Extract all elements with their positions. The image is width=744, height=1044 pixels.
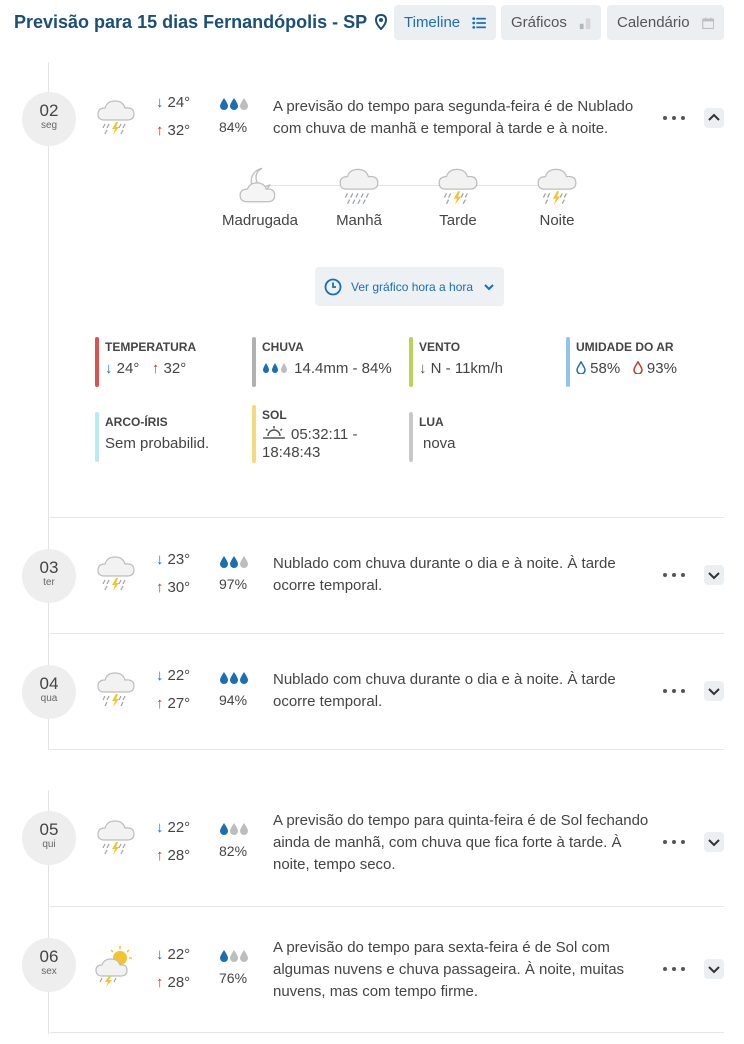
temp-min: ↓ 22° bbox=[156, 946, 191, 963]
location-pin-icon bbox=[375, 14, 387, 30]
stat-arcoiris: ARCO-ÍRIS Sem probabilid. bbox=[95, 412, 245, 462]
more-options-icon[interactable] bbox=[662, 838, 686, 846]
rain-drops-icon bbox=[219, 822, 249, 836]
rain-drops-icon bbox=[219, 949, 249, 963]
drop-filled-icon bbox=[230, 556, 238, 568]
cloud-rain-icon bbox=[336, 162, 382, 208]
calendar-icon bbox=[702, 15, 714, 31]
drop-empty-icon bbox=[240, 98, 248, 110]
rain-probability: 82% bbox=[219, 843, 248, 859]
drop-filled-icon bbox=[240, 672, 248, 684]
day-description: Nublado com chuva durante o dia e à noite. À tarde ocorre temporal. bbox=[273, 671, 616, 710]
expand-button[interactable] bbox=[704, 832, 724, 852]
drop-empty-icon bbox=[240, 556, 248, 568]
cloud-rain-storm-icon bbox=[94, 666, 138, 710]
collapse-button[interactable] bbox=[704, 108, 724, 128]
chevron-down-icon bbox=[704, 959, 724, 979]
bar-chart-icon bbox=[579, 15, 591, 31]
rain-probability: 94% bbox=[219, 692, 248, 708]
arrow-down-icon: ↓ bbox=[156, 946, 164, 963]
drop-low-icon bbox=[576, 361, 586, 374]
period-manha: Manhã bbox=[309, 162, 409, 229]
chevron-down-icon bbox=[704, 565, 724, 585]
drop-filled-icon bbox=[230, 98, 238, 110]
day-separator bbox=[50, 633, 724, 634]
chevron-up-icon bbox=[704, 108, 724, 128]
drop-filled-icon bbox=[220, 556, 228, 568]
arrow-down-icon: ↓ bbox=[156, 667, 164, 684]
cloud-rain-storm-icon bbox=[94, 550, 138, 594]
rain-drops-icon bbox=[219, 671, 249, 685]
cloud-storm-icon bbox=[435, 162, 481, 208]
tab-graficos[interactable]: Gráficos bbox=[501, 5, 601, 40]
timeline-line bbox=[48, 62, 49, 750]
moon-cloud-icon bbox=[237, 162, 283, 208]
expand-button[interactable] bbox=[704, 681, 724, 701]
day-description: A previsão do tempo para sexta-feira é de Sol com algumas nuvens e chuva passageira. À noite, muitas nuvens, mas com tempo firme. bbox=[273, 939, 625, 1000]
date-badge: 04 qua bbox=[22, 665, 76, 719]
drop-empty-icon bbox=[240, 950, 248, 962]
arrow-up-icon: ↑ bbox=[156, 122, 164, 139]
arrow-up-icon: ↑ bbox=[151, 360, 160, 377]
stat-vento: VENTO ↓ N - 11km/h bbox=[409, 337, 559, 387]
rain-drops-icon bbox=[219, 97, 249, 111]
day-description: A previsão do tempo para segunda-feira é de Nublado com chuva de manhã e temporal à tarde e à noite. bbox=[273, 98, 634, 137]
arrow-up-icon: ↑ bbox=[156, 847, 164, 864]
drop-filled-icon bbox=[220, 950, 228, 962]
sun-cloud-storm-icon bbox=[94, 944, 138, 988]
temp-max: ↑ 28° bbox=[156, 847, 191, 864]
drop-filled-icon bbox=[220, 672, 228, 684]
arrow-down-icon: ↓ bbox=[156, 94, 164, 111]
arrow-up-icon: ↑ bbox=[156, 695, 164, 712]
date-badge: 05 qui bbox=[22, 811, 76, 865]
day-separator bbox=[50, 906, 724, 907]
drop-high-icon bbox=[633, 361, 643, 374]
cloud-storm-icon bbox=[534, 162, 580, 208]
temp-min: ↓ 22° bbox=[156, 819, 191, 836]
arrow-down-icon: ↓ bbox=[156, 551, 164, 568]
date-badge: 02 seg bbox=[22, 92, 76, 146]
date-badge: 03 ter bbox=[22, 549, 76, 603]
arrow-down-icon: ↓ bbox=[156, 819, 164, 836]
page-header bbox=[0, 0, 744, 46]
day-description: Nublado com chuva durante o dia e à noite. À tarde ocorre temporal. bbox=[273, 555, 616, 594]
temp-min: ↓ 24° bbox=[156, 94, 191, 111]
more-options-icon[interactable] bbox=[662, 965, 686, 973]
drop-filled-icon bbox=[220, 98, 228, 110]
arrow-up-icon: ↑ bbox=[156, 579, 164, 596]
drop-filled-icon bbox=[230, 672, 238, 684]
stat-lua: LUA nova bbox=[409, 412, 559, 462]
temp-min: ↓ 22° bbox=[156, 667, 191, 684]
rain-drops-icon bbox=[219, 555, 249, 569]
period-noite: Noite bbox=[507, 162, 607, 229]
more-options-icon[interactable] bbox=[662, 114, 686, 122]
more-options-icon[interactable] bbox=[662, 687, 686, 695]
period-tarde: Tarde bbox=[408, 162, 508, 229]
day-description: A previsão do tempo para quinta-feira é de Sol fechando ainda de manhã, com chuva que fica forte à tarde. À noite, tempo seco. bbox=[273, 812, 649, 873]
temp-max: ↑ 28° bbox=[156, 974, 191, 991]
page-title: Previsão para 15 dias Fernandópolis - SP bbox=[14, 12, 387, 33]
tab-calendario[interactable]: Calendário bbox=[607, 5, 724, 40]
more-options-icon[interactable] bbox=[662, 571, 686, 579]
rain-probability: 76% bbox=[219, 970, 248, 986]
stat-chuva: CHUVA 14.4mm - 84% bbox=[252, 337, 402, 387]
clock-icon bbox=[324, 278, 342, 296]
wind-direction-icon: ↓ bbox=[419, 360, 427, 377]
temp-min: ↓ 23° bbox=[156, 551, 191, 568]
drop-empty-icon bbox=[240, 823, 248, 835]
day-separator bbox=[50, 749, 724, 750]
expand-button[interactable] bbox=[704, 959, 724, 979]
temp-max: ↑ 30° bbox=[156, 579, 191, 596]
day-separator bbox=[50, 1032, 724, 1033]
drop-empty-icon bbox=[230, 950, 238, 962]
tab-timeline[interactable]: Timeline bbox=[394, 5, 496, 40]
sunrise-icon bbox=[262, 426, 286, 440]
drop-filled-icon bbox=[220, 823, 228, 835]
temp-max: ↑ 32° bbox=[156, 122, 191, 139]
stat-sol: SOL 05:32:11 - 18:48:43 bbox=[252, 405, 402, 463]
expand-button[interactable] bbox=[704, 565, 724, 585]
arrow-down-icon: ↓ bbox=[105, 360, 113, 377]
hourly-chart-button[interactable]: Ver gráfico hora a hora bbox=[315, 267, 504, 306]
list-icon bbox=[472, 16, 486, 30]
rain-drops-icon bbox=[262, 362, 290, 374]
temp-max: ↑ 27° bbox=[156, 695, 191, 712]
arrow-up-icon: ↑ bbox=[156, 974, 164, 991]
cloud-rain-storm-icon bbox=[94, 94, 138, 138]
chevron-down-icon bbox=[704, 832, 724, 852]
rain-probability: 97% bbox=[219, 576, 248, 592]
period-madrugada: Madrugada bbox=[210, 162, 310, 229]
chevron-down-icon bbox=[482, 280, 496, 294]
date-badge: 06 sex bbox=[22, 938, 76, 992]
stat-umidade: UMIDADE DO AR 58% 93% bbox=[566, 337, 716, 387]
drop-empty-icon bbox=[230, 823, 238, 835]
rain-probability: 84% bbox=[219, 119, 248, 135]
cloud-rain-storm-icon bbox=[94, 814, 138, 858]
chevron-down-icon bbox=[704, 681, 724, 701]
day-separator bbox=[50, 517, 724, 518]
stat-temperatura: TEMPERATURA ↓ 24° ↑ 32° bbox=[95, 337, 245, 387]
